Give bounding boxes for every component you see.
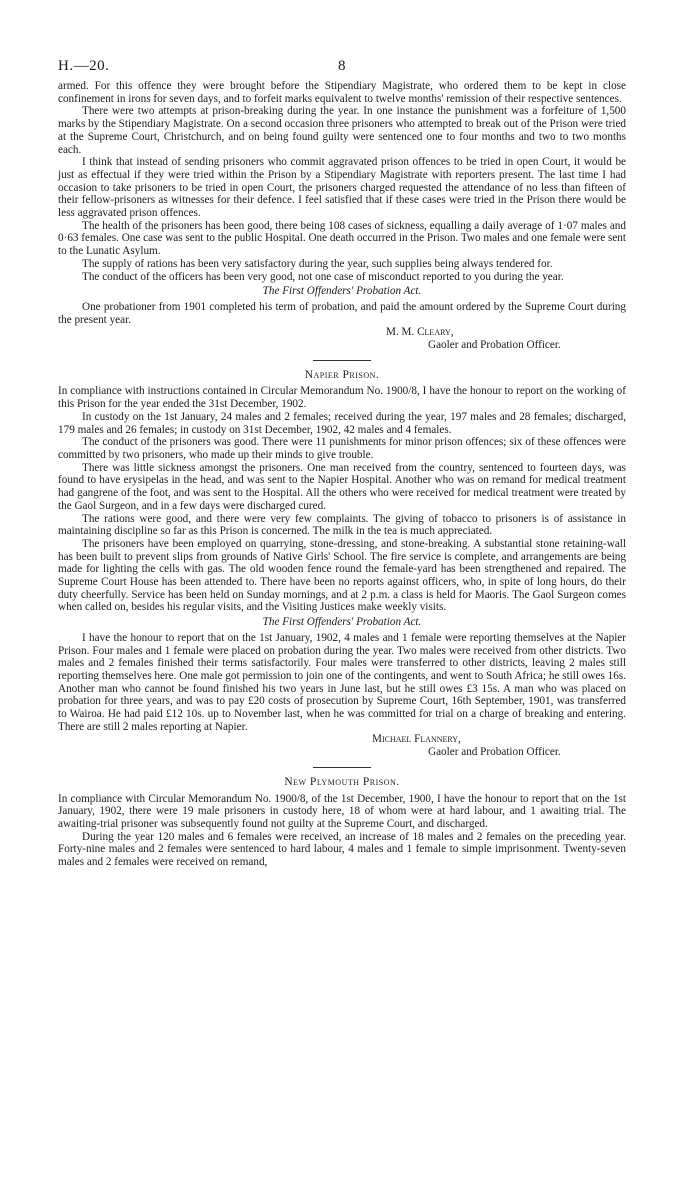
section-subheading: The First Offenders' Probation Act. xyxy=(262,616,422,629)
page-reference: H.—20. xyxy=(58,58,110,74)
paragraph: There was little sickness amongst the prisoners. One man received from the country, sentenced to fourteen days, was found to have erysipelas in the head, and was sent to the Napier Hospital. Another who was on remand for medical treatment had gangrene of the foot, and was sent to the Hospital. All the others who were received for medical treatment were treated by the Gaol Surgeon, and in a few days were discharged cured. xyxy=(58,461,626,512)
paragraph: In compliance with instructions contained in Circular Memorandum No. 1900/8, I have the honour to report on the working of this Prison for the year ended the 31st December, 1902. xyxy=(58,385,626,411)
page-number: 8 xyxy=(338,58,346,74)
paragraph: In compliance with Circular Memorandum No. 1900/8, of the 1st December, 1900, I have the honour to report that on the 1st January, 1902, there were 19 male prisoners in custody here, 18 of whom were at hard labour, and 1 awaiting trial. The awaiting-trial prisoner was subsequently found not guilty at the Supreme Court, and discharged. xyxy=(58,792,626,830)
signature-role: Gaoler and Probation Officer. xyxy=(428,339,561,352)
signature-name: Michael Flannery, xyxy=(372,733,461,746)
paragraph: The conduct of the prisoners was good. There were 11 punishments for minor prison offences; six of these offences were committed by two prisoners, who made up their minds to give trouble. xyxy=(58,436,626,461)
section-divider xyxy=(313,360,371,361)
paragraph: armed. For this offence they were brought before the Stipendiary Magistrate, who ordered them to be kept in close confinement in irons for seven days, and to forfeit marks equivalent to twelve months' remission of their respective sentences. xyxy=(58,80,626,105)
section-heading: Napier Prison. xyxy=(304,368,380,381)
paragraph: One probationer from 1901 completed his term of probation, and paid the amount ordered by the Supreme Court during the present year. xyxy=(58,300,626,326)
report-body xyxy=(58,80,626,869)
section-heading: New Plymouth Prison. xyxy=(284,775,400,788)
paragraph: In custody on the 1st January, 24 males and 2 females; received during the year, 197 males and 28 females; discharged, 179 males and 26 females; in custody on 31st December, 1902, 42 males and 4 females. xyxy=(58,410,626,436)
paragraph: The conduct of the officers has been very good, not one case of misconduct reported to you during the year. xyxy=(82,270,564,283)
section-divider xyxy=(313,767,371,768)
paragraph: The health of the prisoners has been good, there being 108 cases of sickness, equalling a daily average of 1·07 males and 0·63 females. One case was sent to the public Hospital. One death occurred in the Prison. Two males and one female were sent to the Lunatic Asylum. xyxy=(58,219,626,258)
paragraph: I think that instead of sending prisoners who commit aggravated prison offences to be tried in open Court, it would be just as effectual if they were tried within the Prison by a Stipendiary Magistrate with reporters present. The last time I had occasion to take prisoners to be tried in open Court, the prisoners charged requested the attendance of no less than fifteen of their fellow-prisoners as witnesses for their defence. I feel satisfied that if these cases were tried in the Prison there would be less aggravated prison offences. xyxy=(58,156,626,220)
paragraph: During the year 120 males and 6 females were received, an increase of 18 males and 2 females on the preceding year. Forty-nine males and 2 females were sentenced to hard labour, 4 males and 1 female to simple imprisonment. Twenty-seven males and 2 females were received on remand, xyxy=(58,830,626,869)
paragraph: There were two attempts at prison-breaking during the year. In one instance the punishment was a forfeiture of 1,500 marks by the Stipendiary Magistrate. On a second occasion three prisoners who attempted to break out of the Prison were tried at the Supreme Court, Christchurch, and on being found guilty were sentenced one to four months and two to two months each. xyxy=(58,105,626,156)
section-subheading: The First Offenders' Probation Act. xyxy=(262,285,422,298)
signature-name: M. M. Cleary, xyxy=(386,326,454,339)
paragraph: The rations were good, and there were very few complaints. The giving of tobacco to prisoners is of assistance in maintaining discipline so far as this Prison is concerned. The milk in the tea is much appreciated. xyxy=(58,512,626,538)
paragraph: I have the honour to report that on the 1st January, 1902, 4 males and 1 female were reporting themselves at the Napier Prison. Four males and 1 female were placed on probation during the year. Two males were received from other districts. Two males and 2 females finished their terms satisfactorily. Four males were transferred to other districts, leaving 2 males still reporting themselves here. One male got permission to join one of the contingents, and went to South Africa; he still owes 16s. Another man who cannot be found finished his two years in June last, but he still owes £3 15s. A man who was placed on probation for three years, and was to pay £20 costs of prosecution by Supreme Court, 16th September, 1901, was transferred to Wairoa. He had paid £12 10s. up to November last, when he was committed for trial on a charge of breaking and entering. There are still 2 males reporting at Napier. xyxy=(58,631,626,733)
paragraph: The prisoners have been employed on quarrying, stone-dressing, and stone-breaking. A substantial stone retaining-wall has been built to prevent slips from grounds of Native Girls' School. The fire service is complete, and arrangements are being made for lighting the cells with gas. The old wooden fence round the female-yard has been strengthened and repaired. The Supreme Court House has been attended to. There have been no reports against officers, who, in spite of long hours, do their duty cheerfully. Service has been held on Sunday mornings, and at 2 p.m. a class is held for Maoris. The Gaol Surgeon comes when called on, besides his regular visits, and the Visiting Justices make weekly visits. xyxy=(58,537,626,614)
paragraph: The supply of rations has been very satisfactory during the year, such supplies being always tendered for. xyxy=(82,257,553,270)
signature-role: Gaoler and Probation Officer. xyxy=(428,746,561,759)
